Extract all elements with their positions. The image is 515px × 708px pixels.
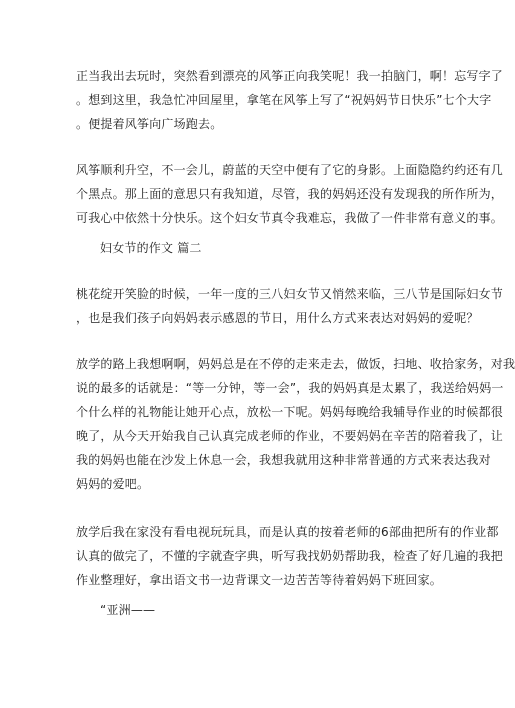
- paragraph-4-line-5: 我的妈妈也能在沙发上休息一会，我想我就用这种非常普通的方式来表达我对: [76, 453, 491, 467]
- signoff-text: “亚洲——: [100, 603, 156, 617]
- paragraph-3-line-1: 桃花绽开笑脸的时候，一年一度的三八妇女节又悄然来临，三八节是国际妇女节: [76, 287, 504, 301]
- paragraph-4-line-1: 放学的路上我想啊啊，妈妈总是在不停的走来走去，做饭，扫地、收拾家务，对我: [76, 357, 515, 371]
- paragraph-1-line-2: 。想到这里，我急忙冲回屋里，拿笔在风筝上写了“祝妈妈节日快乐”七个大字: [76, 93, 492, 107]
- paragraph-5-line-2: 认真的做完了，不懂的字就查字典，听写我找奶奶帮助我，检查了好几遍的我把: [76, 549, 504, 563]
- paragraph-2-line-2: 个黑点。那上面的意思只有我知道，尽管，我的妈妈还没有发现我的所作所为，: [76, 187, 504, 201]
- paragraph-1-line-3: 。便提着风筝向广场跑去。: [76, 117, 223, 131]
- paragraph-3-line-2: ，也是我们孩子向妈妈表示感恩的节日，用什么方式来表达对妈妈的爱呢？: [76, 311, 479, 325]
- paragraph-2-line-1: 风筝顺利升空，不一会儿，蔚蓝的天空中便有了它的身影。上面隐隐约约还有几: [76, 163, 504, 177]
- paragraph-2-line-3: 可我心中依然十分快乐。这个妇女节真令我难忘，我做了一件非常有意义的事。: [76, 211, 504, 225]
- paragraph-5-line-1: 放学后我在家没有看电视玩玩具，而是认真的按着老师的6部曲把所有的作业都: [76, 525, 499, 539]
- paragraph-5-line-3: 作业整理好，拿出语文书一边背课文一边苦苦等待着妈妈下班回家。: [76, 573, 443, 587]
- section-heading: 妇女节的作文 篇二: [100, 241, 202, 255]
- paragraph-1-line-1: 正当我出去玩时，突然看到漂亮的风筝正向我笑呢！我一拍脑门，啊！忘写字了: [76, 69, 504, 83]
- paragraph-4-line-4: 晚了，从今天开始我自己认真完成老师的作业，不要妈妈在辛苦的陪着我了，让: [76, 429, 504, 443]
- paragraph-4-line-3: 个什么样的礼物能让她开心点，放松一下呢。妈妈每晚给我辅导作业的时候都很: [76, 405, 504, 419]
- paragraph-4-line-6: 妈妈的爱吧。: [76, 477, 150, 491]
- paragraph-4-line-2: 说的最多的话就是：“等一分钟，等一会”，我的妈妈真是太累了，我送给妈妈一: [76, 381, 504, 395]
